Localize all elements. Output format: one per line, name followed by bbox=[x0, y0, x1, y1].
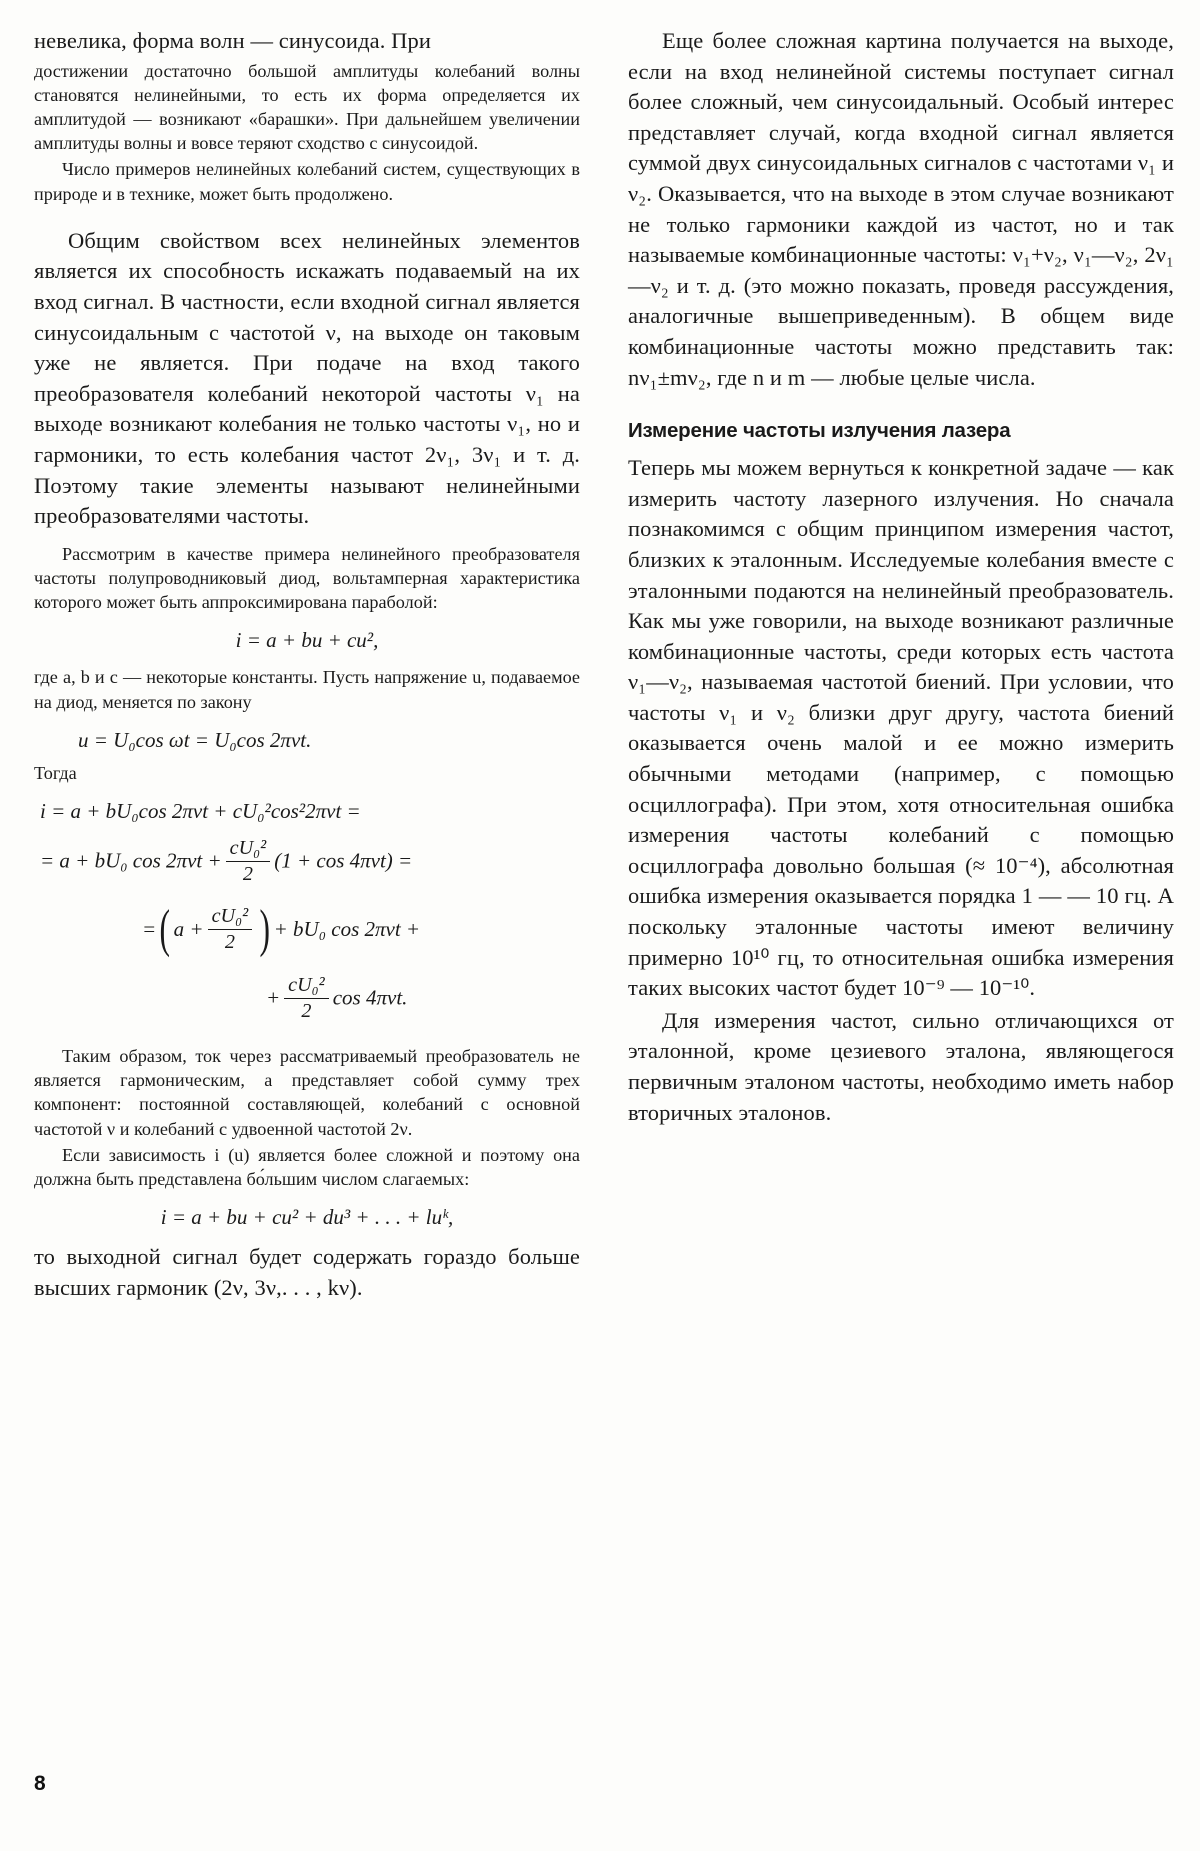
word-togda: Тогда bbox=[34, 762, 77, 783]
paragraph: Еще более сложная картина получается на выходе, если на вход нелинейной системы поступает сигнал более сложный, чем синусоидальный. Особый интерес представляет случай, когда входной сигнал является суммой двух синусоидальных сигналов с частотами ν₁ и ν₂. Оказывается, что на выходе в этом случае возникают не только гармоники каждой из частот, но и так называемые комбинационные частоты: ν₁+ν₂, ν₁—ν₂, 2ν₁—ν₂ и т. д. (это можно показать, проведя рассуждения, аналогичные вышеприведенным). В общем виде комбинационные частоты можно представить так: nν₁±mν₂, где n и m — любые целые числа. bbox=[628, 28, 1174, 390]
formula-5-lead: = bbox=[142, 916, 157, 941]
formula-4-denominator: 2 bbox=[242, 862, 253, 885]
paragraph: Число примеров нелинейных колебаний систем, существующих в природе и в технике, может быть продолжено. bbox=[34, 159, 580, 204]
formula-4-lead: = a + bU₀ cos 2πνt + bbox=[40, 848, 222, 873]
formula-4-numerator: cU₀² bbox=[226, 837, 271, 862]
formula-5-denominator: 2 bbox=[224, 931, 235, 954]
paragraph: Таким образом, ток через рассматриваемый преобразователь не является гармоническим, а представляет собой сумму трех компонент: постоянной составляющей, колебаний с основной частотой ν и колебаний с удвоенной частотой 2ν. bbox=[34, 1045, 580, 1139]
formula-5-inner: a + bbox=[173, 916, 204, 941]
paragraph: Если зависимость i (u) является более сложной и поэтому она должна быть представлена бо́льшим числом слагаемых: bbox=[34, 1144, 580, 1189]
formula-7: i = a + bu + cu² + du³ + . . . + luᵏ, bbox=[160, 1205, 454, 1230]
formula-1: i = a + bu + cu², bbox=[235, 628, 379, 653]
formula-6-denominator: 2 bbox=[301, 999, 312, 1022]
formula-6-fraction bbox=[284, 974, 329, 1023]
paragraph: то выходной сигнал будет содержать гораздо больше высших гармоник (2ν, 3ν,. . . , kν). bbox=[34, 1244, 580, 1300]
paragraph-after-formula-1: где a, b и c — некоторые константы. Пусть напряжение u, подаваемое на диод, меняется по закону bbox=[34, 667, 580, 712]
formula-5-fraction bbox=[208, 905, 253, 954]
paragraph: Для измерения частот, сильно отличающихся от эталонной, кроме цезиевого эталона, являющегося первичным эталоном частоты, необходимо иметь набор вторичных эталонов. bbox=[628, 1007, 1174, 1125]
formula-6 bbox=[34, 975, 580, 1024]
formula-6-lead: + bbox=[266, 985, 281, 1010]
two-column-layout bbox=[34, 26, 1174, 1305]
right-paren: ) bbox=[259, 899, 271, 958]
formula-6-numerator: cU₀² bbox=[284, 974, 329, 999]
paragraph: Общим свойством всех нелинейных элементов является их способность искажать подаваемый на их вход сигнал. В частности, если входной сигнал является синусоидальным с частотой ν, на выходе он таковым уже не является. При подаче на вход такого преобразователя колебаний некоторой частоты ν₁ на выходе возникают колебания не только частоты ν₁, но и гармоники, то есть колебания частот 2ν₁, 3ν₁ и т. д. Поэтому такие элементы называют нелинейными преобразователями частоты. bbox=[34, 227, 580, 529]
formula-3: i = a + bU₀cos 2πνt + cU₀²cos²2πνt = bbox=[40, 798, 361, 823]
formula-5 bbox=[34, 901, 580, 961]
section-heading: Измерение частоты излучения лазера bbox=[628, 419, 1011, 443]
formula-6-tail: cos 4πνt. bbox=[332, 985, 408, 1010]
left-column bbox=[34, 26, 580, 1305]
left-paren: ( bbox=[159, 899, 171, 958]
paragraph: достижении достаточно большой амплитуды колебаний волны становятся нелинейными, то есть их форма определяется их амплитудой — возникают «барашки». При дальнейшем увеличении амплитуды волны и вовсе теряют сходство с синусоидой. bbox=[34, 60, 580, 154]
formula-4-fraction bbox=[226, 837, 271, 886]
formula-5-tail: + bU₀ cos 2πνt + bbox=[273, 916, 421, 941]
formula-4-tail: (1 + cos 4πνt) = bbox=[274, 848, 413, 873]
paragraph: невелика, форма волн — синусоида. При bbox=[34, 28, 431, 53]
paragraph: Рассмотрим в качестве примера нелинейного преобразователя частоты полупроводниковый диод, вольтамперная характеристика которого может быть аппроксимирована параболой: bbox=[34, 543, 580, 613]
formula-4 bbox=[34, 838, 580, 887]
paragraph: Теперь мы можем вернуться к конкретной задаче — как измерить частоту лазерного излучения. Но сначала познакомимся с общим принципом измерения частот, близких к эталонным. Исследуемые колебания вместе с эталонными подаются на нелинейный преобразователь. Как мы уже говорили, на выходе возникают различные комбинационные частоты, среди которых есть частота ν₁—ν₂, называемая частотой биений. При условии, что частоты ν₁ и ν₂ близки друг другу, частота биений оказывается очень малой и ее можно измерить обычными методами (например, с помощью осциллографа). При этом, хотя относительная ошибка измерения частоты колебаний с помощью осциллографа довольно большая (≈ 10⁻⁴), абсолютная ошибка измерения оказывается порядка 1 — — 10 гц. А поскольку эталонные частоты имеют величину примерно 10¹⁰ гц, то относительная ошибка измерения таких высоких частот будет 10⁻⁹ — 10⁻¹⁰. bbox=[628, 455, 1174, 1001]
formula-5-numerator: cU₀² bbox=[208, 905, 253, 930]
formula-2: u = U₀cos ωt = U₀cos 2πνt. bbox=[78, 727, 312, 752]
right-column bbox=[628, 26, 1174, 1305]
page-number: 8 bbox=[34, 1772, 46, 1795]
